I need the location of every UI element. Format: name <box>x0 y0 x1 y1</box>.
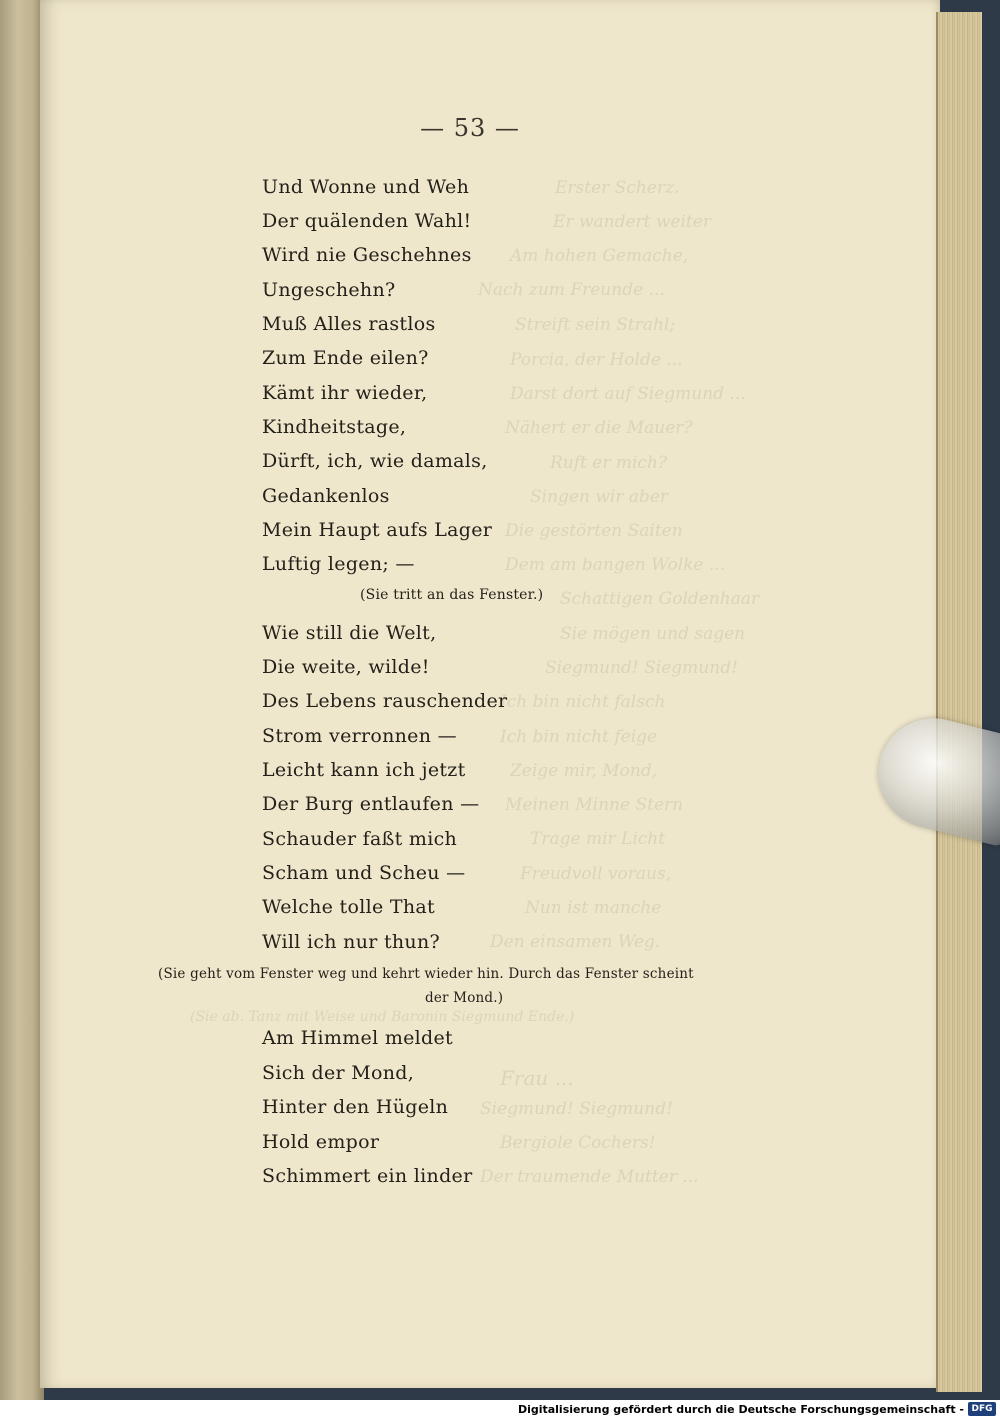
show-through-line: Frau ... <box>500 1066 574 1090</box>
show-through-line: Bergiole Cochers! <box>500 1133 656 1153</box>
show-through-line: Freudvoll voraus, <box>520 864 672 884</box>
verse-line: Am Himmel meldet <box>262 1027 453 1049</box>
verse-line: Scham und Scheu — <box>262 862 466 884</box>
footer-credit: Digitalisierung gefördert durch die Deutsche Forschungsgemeinschaft - <box>517 1403 964 1416</box>
left-page-edge <box>0 0 44 1400</box>
verse-line: Leicht kann ich jetzt <box>262 759 466 781</box>
verse-line: Hold empor <box>262 1131 380 1153</box>
show-through-line: Nach zum Freunde ... <box>478 280 665 300</box>
verse-line: Hinter den Hügeln <box>262 1096 449 1118</box>
verse-line: Wird nie Geschehnes <box>262 244 472 266</box>
show-through-line: Er wandert weiter <box>553 212 711 232</box>
show-through-line: Nun ist manche <box>525 898 662 918</box>
verse-line: Die weite, wilde! <box>262 656 430 678</box>
show-through-line: Den einsamen Weg. <box>490 932 661 952</box>
show-through-line: Ich bin nicht falsch <box>500 692 666 712</box>
footer-bar <box>0 1400 1000 1419</box>
page-fore-edge <box>936 12 982 1392</box>
verse-line: Der quälenden Wahl! <box>262 210 472 232</box>
verse-line: Ungeschehn? <box>262 279 396 301</box>
stage-direction: der Mond.) <box>425 990 504 1006</box>
verse-line: Wie still die Welt, <box>262 622 437 644</box>
show-through-line: Siegmund! Siegmund! <box>545 658 738 678</box>
show-through-line: Trage mir Licht <box>530 829 666 849</box>
show-through-line: Dem am bangen Wolke ... <box>505 555 726 575</box>
dfg-logo: DFG <box>968 1402 996 1416</box>
verse-line: Welche tolle That <box>262 896 435 918</box>
show-through-line: Erster Scherz. <box>555 178 680 198</box>
show-through-line: Am hohen Gemache, <box>510 246 689 266</box>
verse-line: Will ich nur thun? <box>262 931 440 953</box>
verse-line: Strom verronnen — <box>262 725 457 747</box>
verse-line: Schauder faßt mich <box>262 828 458 850</box>
show-through-line: (Sie ab. Tanz mit Weise und Baronin Siegmund Ende.) <box>190 1009 575 1025</box>
show-through-line: Ruft er mich? <box>550 453 668 473</box>
verse-line: Des Lebens rauschender <box>262 690 508 712</box>
show-through-line: Porcia, der Holde ... <box>510 350 683 370</box>
verse-line: Dürft, ich, wie damals, <box>262 450 488 472</box>
show-through-line: Der traumende Mutter ... <box>480 1167 699 1187</box>
show-through-line: Meinen Minne Stern <box>505 795 684 815</box>
verse-line: Und Wonne und Weh <box>262 176 470 198</box>
stage-direction: (Sie geht vom Fenster weg und kehrt wieder hin. Durch das Fenster scheint <box>158 966 694 982</box>
show-through-line: Streift sein Strahl; <box>515 315 676 335</box>
show-through-line: Siegmund! Siegmund! <box>480 1099 673 1119</box>
show-through-line: Schattigen Goldenhaar <box>560 589 760 609</box>
verse-line: Zum Ende eilen? <box>262 347 429 369</box>
verse-line: Mein Haupt aufs Lager <box>262 519 493 541</box>
verse-line: Muß Alles rastlos <box>262 313 436 335</box>
show-through-line: Darst dort auf Siegmund ... <box>510 384 746 404</box>
show-through-line: Zeige mir, Mond, <box>510 761 658 781</box>
stage-direction: (Sie tritt an das Fenster.) <box>360 587 544 603</box>
show-through-line: Ich bin nicht feige <box>500 727 658 747</box>
verse-line: Luftig legen; — <box>262 553 415 575</box>
page-number: — 53 — <box>420 114 520 142</box>
show-through-line: Singen wir aber <box>530 487 669 507</box>
verse-line: Schimmert ein linder <box>262 1165 473 1187</box>
show-through-line: Sie mögen und sagen <box>560 624 746 644</box>
verse-line: Gedankenlos <box>262 485 390 507</box>
verse-line: Kindheitstage, <box>262 416 407 438</box>
show-through-line: Nähert er die Mauer? <box>505 418 693 438</box>
verse-line: Kämt ihr wieder, <box>262 382 428 404</box>
verse-line: Der Burg entlaufen — <box>262 793 480 815</box>
verse-line: Sich der Mond, <box>262 1062 415 1084</box>
show-through-line: Die gestörten Saiten <box>505 521 683 541</box>
